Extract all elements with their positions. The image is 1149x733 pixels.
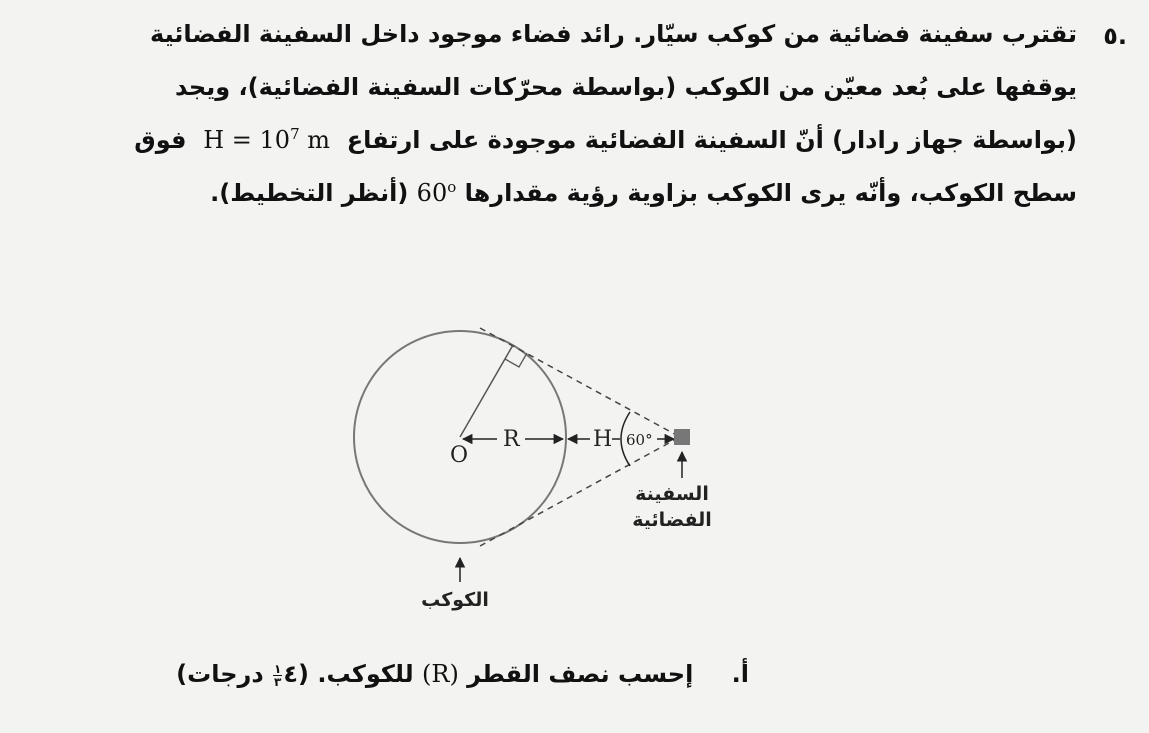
question-text-after: للكوكب. bbox=[317, 660, 414, 688]
right-angle-marker bbox=[505, 353, 527, 367]
points-open: (٤ bbox=[283, 660, 309, 688]
fraction-numerator: ١ bbox=[274, 661, 282, 676]
problem-line-4 bbox=[7, 167, 1077, 220]
problem-line-1: تقترب سفينة فضائية من كوكب سيّار. رائد فضاء موجود داخل السفينة الفضائية bbox=[150, 20, 1077, 48]
problem-line-2: يوقفها على بُعد معيّن من الكوكب (بواسطة محرّكات السفينة الفضائية)، ويجد bbox=[175, 73, 1077, 101]
question-a bbox=[176, 660, 749, 688]
height-formula bbox=[203, 126, 330, 154]
spaceship-square bbox=[674, 429, 690, 445]
angle-value bbox=[417, 179, 457, 207]
question-variable: (R) bbox=[422, 660, 459, 688]
points-close: درجات) bbox=[176, 660, 264, 688]
formula-exponent: 7 bbox=[290, 125, 300, 143]
line4-text-before: سطح الكوكب، وأنّه يرى الكوكب بزاوية رؤية مقدارها bbox=[464, 179, 1077, 207]
problem-statement bbox=[7, 8, 1077, 220]
planet-label: الكوكب bbox=[421, 589, 489, 611]
angle-label: 60° bbox=[626, 431, 653, 449]
problem-number: ٥. bbox=[1103, 22, 1127, 50]
points-fraction bbox=[273, 663, 282, 688]
formula-unit: m bbox=[307, 126, 331, 154]
spaceship-label-line-2: الفضائية bbox=[632, 509, 712, 531]
height-label: H bbox=[593, 427, 613, 452]
question-letter: أ. bbox=[731, 660, 749, 688]
line3-text-after: فوق bbox=[134, 126, 187, 154]
points-note bbox=[176, 660, 309, 688]
spaceship-label-line-1: السفينة bbox=[635, 483, 709, 505]
radius-label: R bbox=[503, 427, 520, 452]
question-text-before: إحسب نصف القطر bbox=[467, 660, 694, 688]
angle-degree-sign: o bbox=[447, 178, 457, 196]
tangent-line-upper bbox=[480, 328, 680, 437]
radius-to-tangent-point bbox=[460, 345, 513, 437]
angle-number: 60 bbox=[416, 179, 448, 207]
formula-prefix: H = 10 bbox=[203, 126, 291, 154]
problem-line-3 bbox=[7, 114, 1077, 167]
fraction-denominator: ٣ bbox=[274, 674, 282, 689]
planet-diagram bbox=[0, 300, 1149, 630]
center-label-o: O bbox=[450, 443, 469, 468]
line4-text-after: (أنظر التخطيط). bbox=[210, 179, 409, 207]
line3-text-before: (بواسطة جهاز رادار) أنّ السفينة الفضائية موجودة على ارتفاع bbox=[346, 126, 1077, 154]
